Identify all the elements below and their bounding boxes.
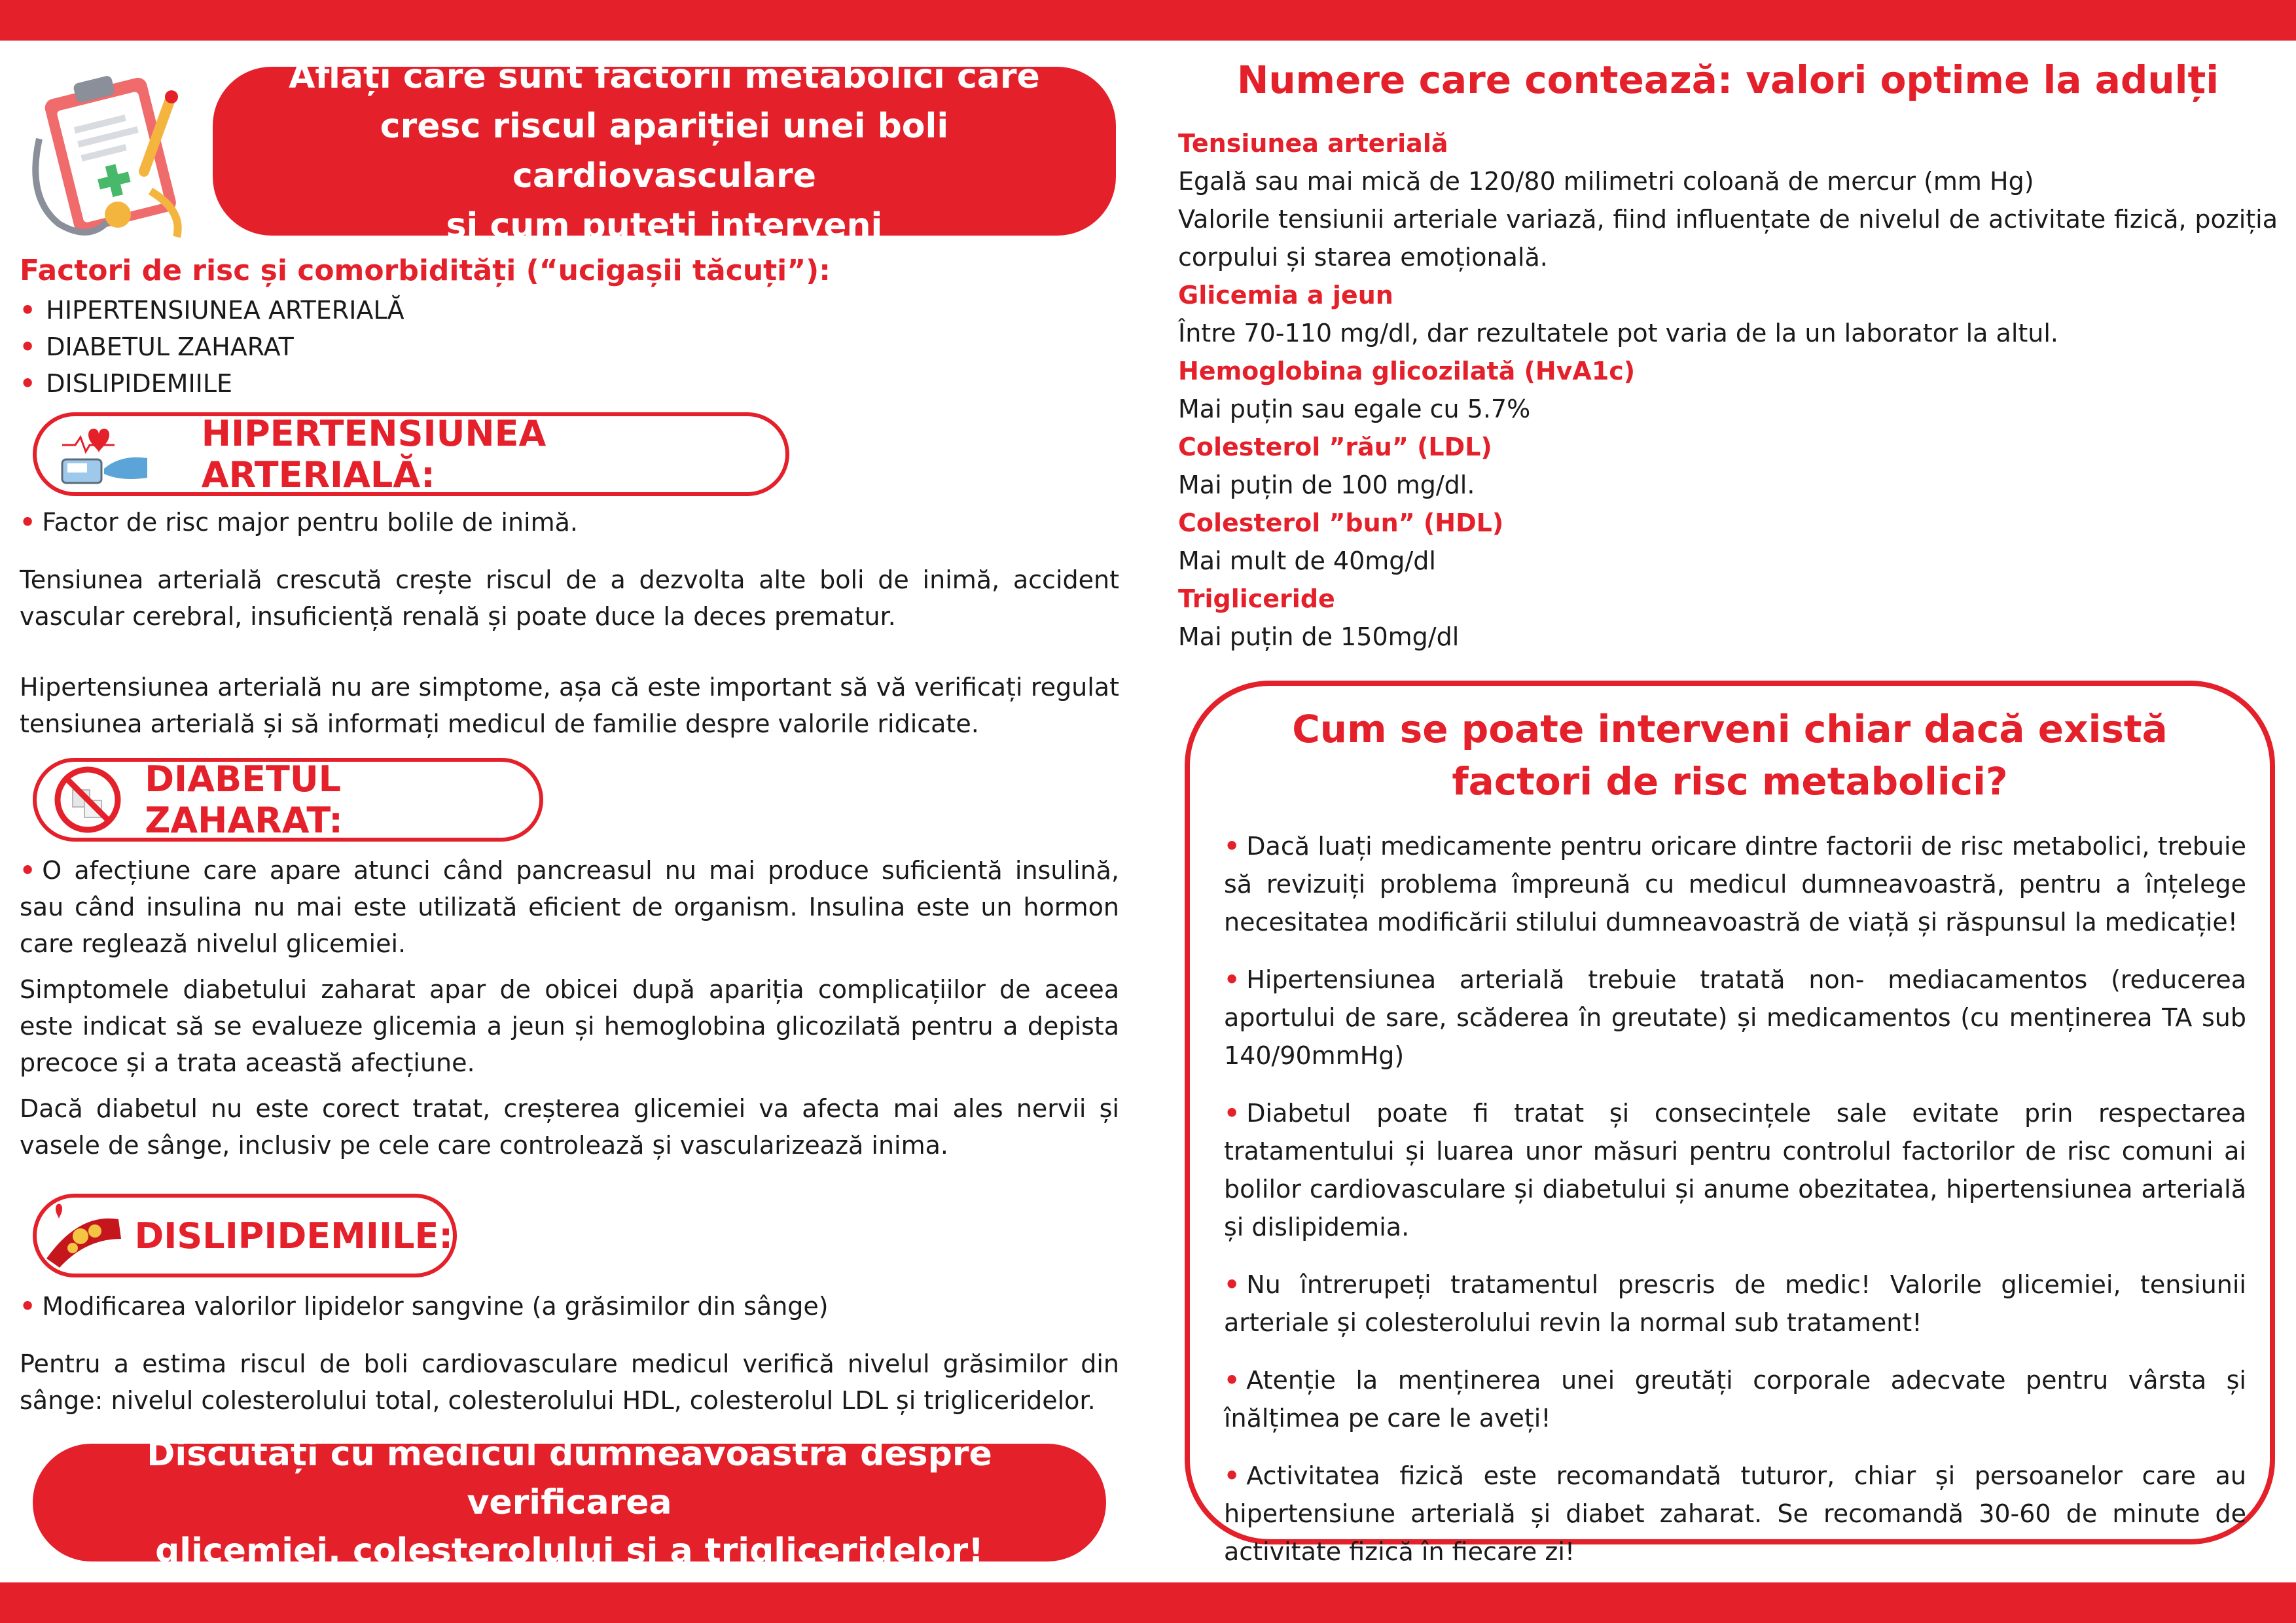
risk-item-diabetes: • DIABETUL ZAHARAT [20, 329, 404, 365]
intervention-title-line-1: Cum se poate interveni chiar dacă există [1292, 707, 2168, 751]
dyslipidemia-paragraph-1: Pentru a estima riscul de boli cardiovasculare medicul verifică nivelul grăsimilor din sânge: nivelul colesterolului total, colesterolului HDL, colesterolul LDL și trigliceridelor. [20, 1349, 1119, 1415]
hypertension-paragraph-2: Hipertensiunea arterială nu are simptome, așa că este important să vă verificați regulat tensiunea arterială și să informați medicul de familie despre valorile ridicate. [20, 673, 1119, 738]
header-banner [213, 57, 1116, 245]
hypertension-heading [33, 412, 789, 496]
header-line-2: cresc riscul apariției unei boli cardiovasculare [380, 107, 949, 196]
value-text-blood-pressure: Egală sau mai mică de 120/80 milimetri coloană de mercur (mm Hg) [1178, 167, 2034, 196]
value-text-hba1c: Mai puțin sau egale cu 5.7% [1178, 395, 1531, 423]
value-label-fasting-glucose: Glicemia a jeun [1178, 281, 1393, 310]
diabetes-bullet [20, 852, 1119, 962]
diabetes-title: DIABETUL ZAHARAT: [145, 758, 343, 841]
advice-line-1: Discutați cu medicul dumneavoastră despre verificarea [147, 1435, 992, 1522]
bullet-icon: • [20, 856, 36, 885]
value-text-blood-pressure-note: Valorile tensiunii arteriale variază, fiind influențate de nivelul de activitate fizică, poziția corpului și starea emoțională. [1178, 205, 2278, 272]
top-band [0, 0, 2296, 41]
risk-factors-title: Factori de risc și comorbidități (“ucigașii tăcuți”): [20, 254, 831, 287]
risk-factors-list [20, 292, 404, 402]
value-label-ldl: Colesterol ”rău” (LDL) [1178, 433, 1492, 461]
blood-vessel-cholesterol-icon [40, 1200, 125, 1272]
bullet-icon: • [20, 1292, 36, 1321]
dyslipidemia-bullet-text: Modificarea valorilor lipidelor sangvine (a grăsimilor din sânge) [42, 1292, 829, 1321]
clipboard-stethoscope-icon [20, 60, 196, 250]
diabetes-heading [33, 758, 543, 842]
intervention-item-text: Atenție la menținerea unei greutăți corporale adecvate pentru vârsta și înălțimea pe care le aveți! [1224, 1366, 2246, 1433]
no-sugar-icon [52, 764, 124, 836]
intervention-item [1224, 961, 2246, 1075]
value-label-hdl: Colesterol ”bun” (HDL) [1178, 508, 1504, 537]
value-text-triglycerides: Mai puțin de 150mg/dl [1178, 622, 1460, 651]
dyslipidemia-heading [33, 1194, 457, 1277]
intervention-item-text: Nu întrerupeți tratamentul prescris de medic! Valorile glicemiei, tensiunii arteriale și colesterolului revin la normal sub tratament! [1224, 1270, 2246, 1337]
intervention-item [1224, 1361, 2246, 1437]
bullet-icon: • [1224, 1270, 1240, 1299]
intervention-item-text: Hipertensiunea arterială trebuie tratată non- mediacamentos (reducerea aportului de sare, scăderea în greutate) și medicamentos (cu menținerea TA sub 140/90mmHg) [1224, 965, 2246, 1070]
optimal-values-list [1178, 124, 2278, 656]
intervention-item-text: Activitatea fizică este recomandată tuturor, chiar și persoanelor care au hipertensiune arterială și diabet zaharat. Se recomandă 30-60 de minute de activitate fizică în fiecare zi! [1224, 1461, 2246, 1566]
risk-item-dyslipidemia: • DISLIPIDEMIILE [20, 365, 404, 402]
value-label-hba1c: Hemoglobina glicozilată (HvA1c) [1178, 357, 1636, 385]
bullet-icon: • [1224, 1099, 1240, 1128]
intervention-title-line-2: factori de risc metabolici? [1452, 759, 2008, 804]
risk-item-hypertension: • HIPERTENSIUNEA ARTERIALĂ [20, 292, 404, 329]
bullet-icon: • [1224, 965, 1240, 994]
blood-pressure-monitor-icon [49, 421, 154, 487]
dyslipidemia-title: DISLIPIDEMIILE: [134, 1215, 453, 1257]
bullet-icon: • [20, 508, 36, 537]
intervention-item-text: Diabetul poate fi tratat și consecințele sale evitate prin respectarea tratamentului și luarea unor măsuri pentru controlul factorilor de risc comuni ai bolilor cardiovasculare și diabetului și anume obezitatea, hipertensiunea arterială și dislipidemia. [1224, 1099, 2246, 1241]
intervention-item [1224, 827, 2246, 941]
diabetes-bullet-text: O afecțiune care apare atunci când pancreasul nu mai produce suficientă insulină, sau când insulina nu mai este utilizată eficient de organism. Insulina este un hormon care reglează nivelul glicemiei. [20, 856, 1119, 958]
intervention-item [1224, 1094, 2246, 1246]
value-label-blood-pressure: Tensiunea arterială [1178, 129, 1448, 158]
bullet-icon: • [1224, 1461, 1240, 1490]
diabetes-paragraph-1: Simptomele diabetului zaharat apar de obicei după apariția complicațiilor de aceea este indicat să se evalueze glicemia a jeun și hemoglobina glicozilată pentru a depista precoce și a trata această afecțiune. [20, 975, 1119, 1077]
intervention-item-text: Dacă luați medicamente pentru oricare dintre factorii de risc metabolici, trebuie să revizuiți problema împreună cu medicul dumneavoastră, pentru a înțelege necesitatea modificării stilului dumneavoastră de viață și răspunsul la medicație! [1224, 832, 2246, 936]
hypertension-bullet [20, 504, 1119, 541]
value-label-triglycerides: Trigliceride [1178, 584, 1335, 613]
numbers-title: Numere care contează: valori optime la adulți [1236, 58, 2219, 102]
header-line-3: și cum puteți interveni [446, 206, 883, 245]
intervention-list [1224, 827, 2246, 1590]
hypertension-title: HIPERTENSIUNEA ARTERIALĂ: [201, 413, 547, 495]
intervention-item [1224, 1266, 2246, 1342]
header-line-1: Aflați care sunt factorii metabolici care [289, 57, 1040, 96]
intervention-item [1224, 1457, 2246, 1571]
intervention-box [1185, 681, 2275, 1566]
hypertension-bullet-text: Factor de risc major pentru bolile de inimă. [42, 508, 578, 537]
bullet-icon: • [1224, 1366, 1240, 1395]
intervention-title [1190, 703, 2270, 808]
hypertension-paragraph-1: Tensiunea arterială crescută crește riscul de a dezvolta alte boli de inimă, accident vascular cerebral, insuficiență renală și poate duce la deces prematur. [20, 565, 1119, 631]
right-column [1178, 41, 2278, 1582]
bullet-icon: • [1224, 832, 1240, 861]
advice-line-2: glicemiei, colesterolului și a trigliceridelor! [155, 1531, 984, 1571]
doctor-advice-banner [33, 1435, 1106, 1571]
value-text-fasting-glucose: Între 70-110 mg/dl, dar rezultatele pot varia de la un laborator la altul. [1178, 319, 2059, 348]
value-text-hdl: Mai mult de 40mg/dl [1178, 546, 1436, 575]
dyslipidemia-bullet [20, 1288, 1119, 1325]
value-text-ldl: Mai puțin de 100 mg/dl. [1178, 471, 1475, 499]
left-column [20, 41, 1119, 1582]
diabetes-paragraph-2: Dacă diabetul nu este corect tratat, creșterea glicemiei va afecta mai ales nervii și vasele de sânge, inclusiv pe cele care controlează și vascularizează inima. [20, 1094, 1119, 1160]
